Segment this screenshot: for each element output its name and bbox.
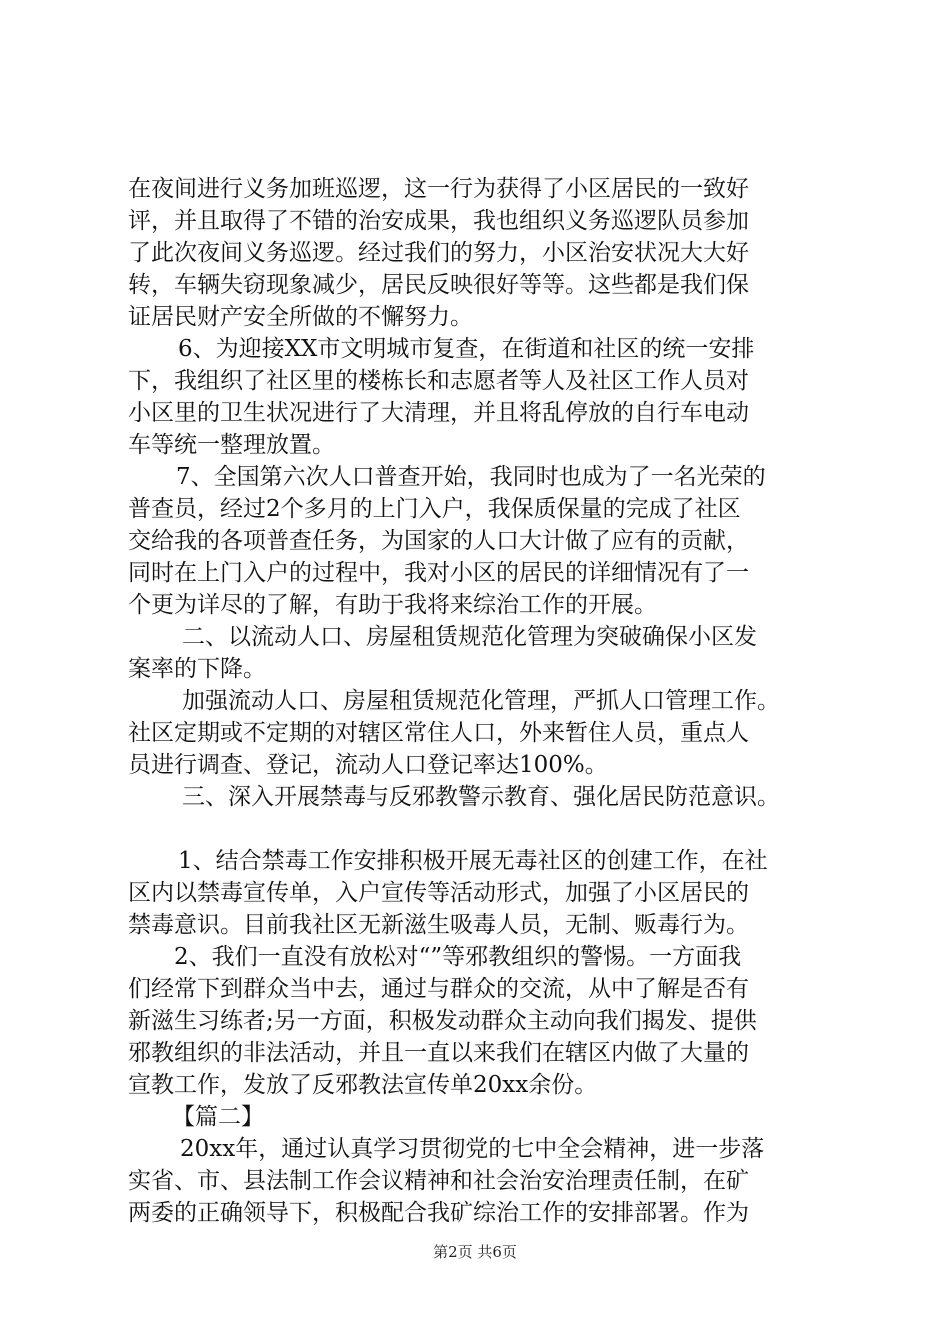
text-line: 下，我组织了社区里的楼栋长和志愿者等人及社区工作人员对 xyxy=(128,368,749,394)
section-heading: 【篇二】 xyxy=(172,1104,264,1130)
text-line: 20xx年，通过认真学习贯彻党的七中全会精神，进一步落 xyxy=(180,1136,765,1162)
text-line: 7、全国第六次人口普查开始，我同时也成为了一名光荣的 xyxy=(176,464,766,490)
text-line: 评，并且取得了不错的治安成果，我也组织义务巡逻队员参加 xyxy=(128,208,749,234)
text-line: 车等统一整理放置。 xyxy=(128,432,335,458)
text-line: 加强流动人口、房屋租赁规范化管理，严抓人口管理工作。 xyxy=(182,688,780,714)
text-line: 同时在上门入户的过程中，我对小区的居民的详细情况有了一 xyxy=(128,560,749,586)
text-line: 1、结合禁毒工作安排积极开展无毒社区的创建工作，在社 xyxy=(178,848,768,874)
text-line: 新滋生习练者;另一方面，积极发动群众主动向我们揭发、提供 xyxy=(128,1008,757,1034)
text-line: 两委的正确领导下，积极配合我矿综治工作的安排部署。作为 xyxy=(128,1200,749,1226)
text-line: 员进行调查、登记，流动人口登记率达100%。 xyxy=(128,752,608,778)
text-line: 证居民财产安全所做的不懈努力。 xyxy=(128,304,473,330)
text-line: 6、为迎接XX市文明城市复查，在街道和社区的统一安排 xyxy=(178,336,755,362)
text-line: 个更为详尽的了解，有助于我将来综治工作的开展。 xyxy=(128,592,657,618)
page-footer: 第2页 共6页 xyxy=(433,1243,517,1261)
text-line: 2、我们一直没有放松对“”等邪教组织的警惕。一方面我 xyxy=(174,944,742,970)
section-heading: 案率的下降。 xyxy=(128,656,266,682)
text-line: 小区里的卫生状况进行了大清理，并且将乱停放的自行车电动 xyxy=(128,400,749,426)
section-heading: 二、以流动人口、房屋租赁规范化管理为突破确保小区发 xyxy=(182,624,757,650)
text-line: 了此次夜间义务巡逻。经过我们的努力，小区治安状况大大好 xyxy=(128,240,749,266)
text-line: 在夜间进行义务加班巡逻，这一行为获得了小区居民的一致好 xyxy=(128,176,749,202)
text-line: 禁毒意识。目前我社区无新滋生吸毒人员，无制、贩毒行为。 xyxy=(128,912,749,938)
text-line: 转，车辆失窃现象减少，居民反映很好等等。这些都是我们保 xyxy=(128,272,749,298)
text-line: 普查员，经过2个多月的上门入户，我保质保量的完成了社区 xyxy=(128,496,741,522)
text-line: 区内以禁毒宣传单，入户宣传等活动形式，加强了小区居民的 xyxy=(128,880,749,906)
text-line: 实省、市、县法制工作会议精神和社会治安治理责任制，在矿 xyxy=(128,1168,749,1194)
text-line: 邪教组织的非法活动，并且一直以来我们在辖区内做了大量的 xyxy=(128,1040,749,1066)
text-line: 交给我的各项普查任务，为国家的人口大计做了应有的贡献， xyxy=(128,528,749,554)
text-line: 宣教工作，发放了反邪教法宣传单20xx余份。 xyxy=(128,1072,598,1098)
text-line: 社区定期或不定期的对辖区常住人口，外来暂住人员，重点人 xyxy=(128,720,749,746)
section-heading: 三、深入开展禁毒与反邪教警示教育、强化居民防范意识。 xyxy=(182,784,780,810)
text-line: 们经常下到群众当中去，通过与群众的交流，从中了解是否有 xyxy=(128,976,749,1002)
